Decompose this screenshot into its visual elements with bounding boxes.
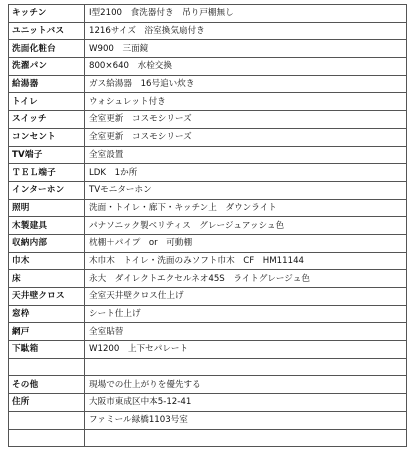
table-row (9, 394, 407, 412)
row-label: インターホン (9, 181, 85, 199)
table-row (9, 111, 407, 129)
row-label: 洗面化粧台 (9, 40, 85, 58)
row-value: 全室設置 (85, 146, 407, 164)
row-value: TVモニターホン (85, 181, 407, 199)
spec-table-body (9, 5, 407, 447)
blank-cell (9, 411, 85, 429)
row-value: 木巾木 トイレ・洗面のみソフト巾木 CF HM11144 (85, 252, 407, 270)
spec-table (8, 4, 407, 447)
table-row (9, 411, 407, 429)
row-label: スイッチ (9, 111, 85, 129)
row-value: W900 三面鏡 (85, 40, 407, 58)
row-label: 網戸 (9, 323, 85, 341)
row-value: シート仕上げ (85, 305, 407, 323)
table-row (9, 323, 407, 341)
row-label: TV端子 (9, 146, 85, 164)
address-line-1: 大阪市東成区中本5-12-41 (85, 394, 407, 412)
table-row (9, 305, 407, 323)
table-row (9, 252, 407, 270)
row-value: 枕棚＋パイプ or 可動棚 (85, 234, 407, 252)
blank-row (9, 358, 407, 376)
row-label: 天井壁クロス (9, 288, 85, 306)
table-row (9, 5, 407, 23)
table-row (9, 93, 407, 111)
row-label: キッチン (9, 5, 85, 23)
blank-cell (9, 358, 85, 376)
table-row (9, 217, 407, 235)
row-value: LDK 1か所 (85, 164, 407, 182)
table-row (9, 181, 407, 199)
row-label: 床 (9, 270, 85, 288)
row-label: 給湯器 (9, 75, 85, 93)
table-row (9, 341, 407, 359)
blank-cell (85, 358, 407, 376)
other-value: 現場での仕上がりを優先する (85, 376, 407, 394)
row-label: 下駄箱 (9, 341, 85, 359)
row-value: ガス給湯器 16号追い炊き (85, 75, 407, 93)
table-row (9, 376, 407, 394)
row-label: ユニットバス (9, 22, 85, 40)
address-label: 住所 (9, 394, 85, 412)
table-row (9, 288, 407, 306)
row-label: ＴＥＬ端子 (9, 164, 85, 182)
blank-cell (85, 429, 407, 447)
row-label: 収納内部 (9, 234, 85, 252)
row-label: 巾木 (9, 252, 85, 270)
table-row (9, 199, 407, 217)
row-value: 800×640 水栓交換 (85, 58, 407, 76)
row-label: 窓枠 (9, 305, 85, 323)
row-value: 全室更新 コスモシリーズ (85, 111, 407, 129)
other-label: その他 (9, 376, 85, 394)
table-row (9, 22, 407, 40)
table-row (9, 128, 407, 146)
table-row (9, 58, 407, 76)
row-value: パナソニック製ベリティス グレージュアッシュ色 (85, 217, 407, 235)
row-label: 照明 (9, 199, 85, 217)
address-line-2: ファミール緑橋1103号室 (85, 411, 407, 429)
row-value: 洗面・トイレ・廊下・キッチン上 ダウンライト (85, 199, 407, 217)
row-value: 永大 ダイレクトエクセルネオ45S ライトグレージュ色 (85, 270, 407, 288)
table-row (9, 75, 407, 93)
row-value: ウォシュレット付き (85, 93, 407, 111)
row-label: コンセント (9, 128, 85, 146)
row-value: 1216サイズ 浴室換気扇付き (85, 22, 407, 40)
table-row (9, 146, 407, 164)
row-label: 木製建具 (9, 217, 85, 235)
row-value: 全室貼替 (85, 323, 407, 341)
table-row (9, 234, 407, 252)
row-value: W1200 上下セパレート (85, 341, 407, 359)
spec-sheet (8, 4, 406, 447)
row-label: トイレ (9, 93, 85, 111)
table-row (9, 164, 407, 182)
blank-cell (9, 429, 85, 447)
row-value: 全室天井壁クロス仕上げ (85, 288, 407, 306)
row-value: 全室更新 コスモシリーズ (85, 128, 407, 146)
table-row (9, 270, 407, 288)
row-value: I型2100 食洗器付き 吊り戸棚無し (85, 5, 407, 23)
row-label: 洗濯パン (9, 58, 85, 76)
table-row (9, 40, 407, 58)
blank-row (9, 429, 407, 447)
